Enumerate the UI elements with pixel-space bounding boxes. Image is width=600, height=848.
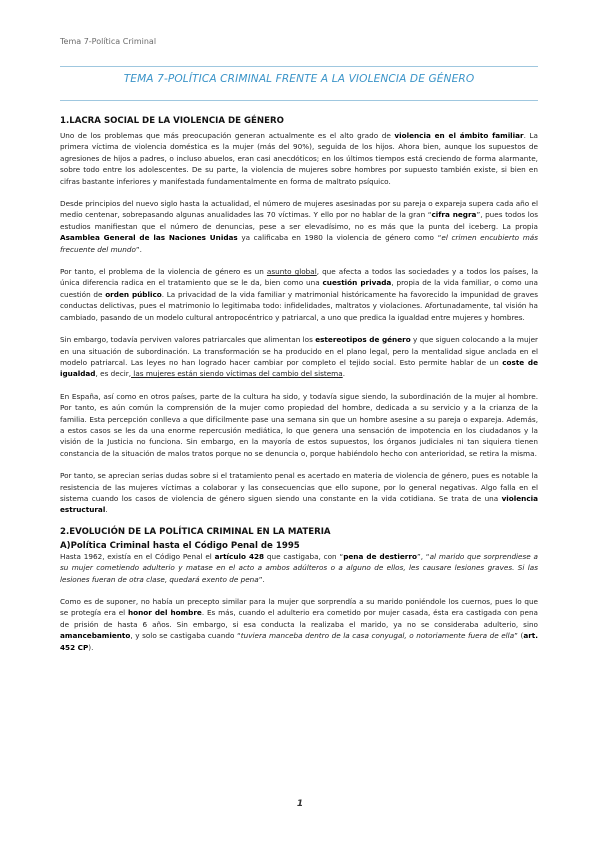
paragraph-1-1: Uno de los problemas que más preocupación generan actualmente es el alto grado de violencia en el ámbito familiar. La primera víctima de violencia doméstica es la mujer (más del 90%), seguida de los hijos. Ahora bien, aunque los supuestos de agresiones de hijos a padres, o incluso abuelos, eran casi anecdóticos; en los últimos tiempos está creciendo de forma alarmante, sobre todo entre los adolescentes. De su parte, la violencia de mujeres sobre hombres por supuesto también existe, si bien en cifras bastante inferiores y manifestada fundamentalmente en forma de maltrato psíquico. xyxy=(60,131,538,186)
paragraph-2-2: Como es de suponer, no había un precepto similar para la mujer que sorprendía a su marido poniéndole los cuernos, pues lo que se protegía era el honor del hombre. Es más, cuando el adulterio era cometido por mujer casada, ésta era castigada con pena de prisión de hasta 6 años. Sin embargo, si esa conducta la realizaba el marido, ya no se consideraba adulterio, sino amancebamiento, y solo se castigaba cuando “tuviera manceba dentro de la casa conyugal, o notoriamente fuera de ella” (art. 452 CP). xyxy=(60,597,539,652)
title-top-rule xyxy=(60,66,538,67)
paragraph-1-4: Sin embargo, todavía perviven valores patriarcales que alimentan los estereotipos de género y que siguen colocando a la mujer en una situación de subordinación. La transformación se ha producido en el plano legal, pero la mentalidad sigue anclada en el modelo patriarcal. Las leyes no han logrado hacer cambiar por completo el tejido social. Esto permite hablar de un coste de igualdad, es decir, las mujeres están siendo víctimas del cambio del sistema. xyxy=(60,335,539,379)
subsection-heading-a: A)Política Criminal hasta el Código Penal de 1995 xyxy=(60,540,300,551)
paragraph-1-6: Por tanto, se aprecian serias dudas sobre si el tratamiento penal es acertado en materia de violencia de género, pues es notable la resistencia de las mujeres víctimas a colaborar y las consecuencias que ello supone, por lo general negativas. Algo falla en el sistema cuando los casos de violencia de género siguen siendo una constante en la vida cotidiana. Se trata de una violencia estructural. xyxy=(60,471,538,515)
paragraph-1-3: Por tanto, el problema de la violencia de género es un asunto global, que afecta a todos las sociedades y a todos los países, la única diferencia radica en el tratamiento que se le da, bien como una cuestión privada, propia de la vida familiar, o como una cuestión de orden público. La privacidad de la vida familiar y matrimonial históricamente ha favorecido la impunidad de graves conductas delictivas, pues el matrimonio lo legitimaba todo: infidelidades, maltratos y violaciones. Afortunadamente, tal visión ha cambiado, pasando de un modelo cultural antropocéntrico y patriarcal, a uno que predica la igualdad entre mujeres y hombres. xyxy=(60,267,539,322)
page-number: 1 xyxy=(296,799,304,809)
section-heading-1: 1.LACRA SOCIAL DE LA VIOLENCIA DE GÉNERO xyxy=(60,116,284,126)
paragraph-2-1: Hasta 1962, existía en el Código Penal el artículo 428 que castigaba, con “pena de destierro”, “al marido que sorprendiese a su mujer cometiendo adulterio y matase en el acto a ambos adúlteros o a alguno de ellos, les causare lesiones graves. Si las lesiones fueran de otra clase, quedará exento de pena”. xyxy=(60,551,538,584)
paragraph-1-5: En España, así como en otros países, parte de la cultura ha sido, y todavía sigue siendo, la subordinación de la mujer al hombre. Por tanto, es aún común la comprensión de la mujer como propiedad del hombre, dedicada a su servicio y a la crianza de la familia. Esta percepción conlleva a que difícilmente pase una semana sin que un hombre asesine a su pareja o expareja. Además, a estos casos se les da una enorme repercusión mediática, lo que genera una sensación de impotencia en los ciudadanos y la visión de la Justicia no funciona. Sin embargo, en la mayoría de estos supuestos, los órganos judiciales ni tan siquiera tienen constancia de la situación de malos tratos porque no se denuncia o, porque habiéndolo hecho con anterioridad, se retira la misma. xyxy=(60,391,538,458)
document-title: TEMA 7-POLÍTICA CRIMINAL FRENTE A LA VIOLENCIA DE GÉNERO xyxy=(123,73,475,85)
paragraph-1-2: Desde principios del nuevo siglo hasta la actualidad, el número de mujeres asesinadas por su pareja o expareja supera cada año el medio centenar, sobrepasando algunas anualidades las 70 víctimas. Y ello por no hablar de la gran “cifra negra”, pues todos los estudios manifiestan que el número de denuncias, pese a ser elevadísimo, no es más que la punta del iceberg. La propia Asamblea General de las Naciones Unidas ya calificaba en 1980 la violencia de género como “el crimen encubierto más frecuente del mundo”. xyxy=(60,199,539,254)
document-body xyxy=(60,116,538,653)
running-header: Tema 7-Política Criminal xyxy=(60,37,157,46)
section-heading-2: 2.EVOLUCIÓN DE LA POLÍTICA CRIMINAL EN LA MATERIA xyxy=(60,526,331,537)
title-bottom-rule xyxy=(60,100,538,101)
